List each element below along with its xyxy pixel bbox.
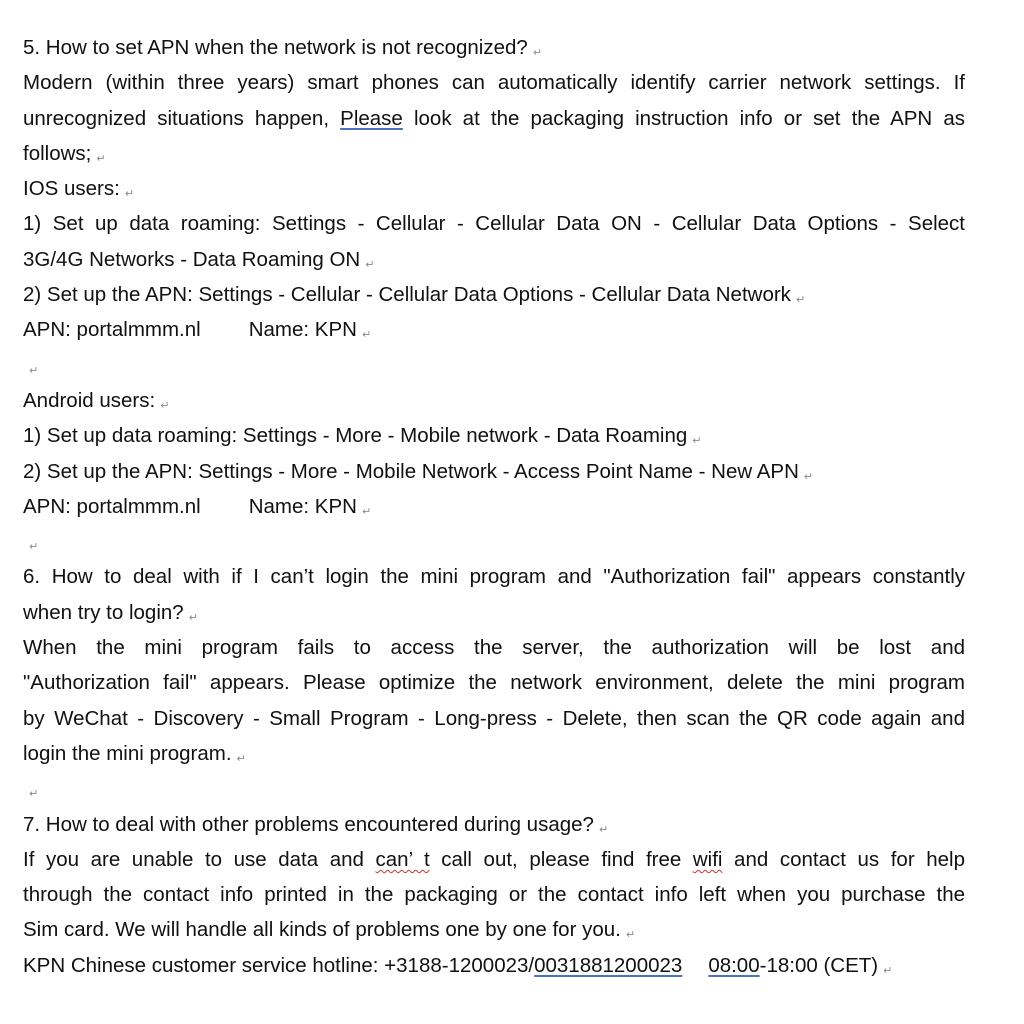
android-apn-setting xyxy=(23,489,965,524)
question-5-body-text: look at the packaging instruction info or set the APN as xyxy=(402,106,966,130)
question-5-body-text: follows; xyxy=(23,141,92,165)
ios-step-1-text: 3G/4G Networks - Data Roaming ON xyxy=(23,247,361,271)
ios-apn-setting xyxy=(23,312,965,347)
android-step-2-text: 2) Set up the APN: Settings - More - Mobile Network - Access Point Name - New APN xyxy=(23,459,799,483)
question-5-body-text: unrecognized situations happen, xyxy=(23,106,341,130)
ios-heading-text: IOS users: xyxy=(23,177,120,201)
question-6-body-text: When the mini program fails to access the server, the authorization will be lost and xyxy=(23,636,965,660)
question-7-body-line-2 xyxy=(23,877,965,912)
paragraph-mark-icon: ↵ xyxy=(883,964,893,977)
paragraph-mark-icon: ↵ xyxy=(29,364,39,377)
android-apn-name-text: Name: KPN xyxy=(248,494,357,518)
question-7-title xyxy=(23,807,965,842)
paragraph-mark-icon: ↵ xyxy=(692,435,702,448)
question-6-body-line-3 xyxy=(23,701,965,736)
blank-line xyxy=(23,771,965,806)
hotline-label-text: KPN Chinese customer service hotline: +3188-1200023/ xyxy=(23,953,535,977)
question-6-body-text: "Authorization fail" appears. Please optimize the network environment, delete the mini program xyxy=(23,671,965,695)
spelling-error-text: can’ t xyxy=(375,847,430,871)
question-6-title-text: 6. How to deal with if I can’t login the mini program and "Authorization fail" appears constantly xyxy=(23,565,965,589)
ios-step-1-line-2 xyxy=(23,242,965,277)
question-7-body-text: call out, please find free xyxy=(429,847,693,871)
question-6-body-line-2 xyxy=(23,665,965,700)
please-link-text: Please xyxy=(340,106,403,130)
paragraph-mark-icon: ↵ xyxy=(803,470,814,483)
paragraph-mark-icon: ↵ xyxy=(96,152,106,165)
paragraph-mark-icon: ↵ xyxy=(532,47,543,59)
paragraph-mark-icon: ↵ xyxy=(236,752,246,765)
hotline-hours-start-text: 08:00 xyxy=(708,953,760,977)
paragraph-mark-icon: ↵ xyxy=(365,258,375,271)
question-5-body-text: Modern (within three years) smart phones can automatically identify carrier network settings. If xyxy=(23,71,965,95)
blank-line xyxy=(23,524,965,559)
android-heading-text: Android users: xyxy=(23,388,156,412)
question-5-body-line-2 xyxy=(23,101,965,136)
ios-apn-name-text: Name: KPN xyxy=(248,318,357,342)
android-step-1 xyxy=(23,418,965,453)
android-step-2 xyxy=(23,454,965,489)
blank-line xyxy=(23,348,965,383)
paragraph-mark-icon: ↵ xyxy=(160,399,170,412)
hotline-hours-end-text: -18:00 (CET) xyxy=(759,953,879,977)
ios-heading xyxy=(23,171,965,206)
spelling-error-text: wifi xyxy=(692,847,723,871)
paragraph-mark-icon: ↵ xyxy=(795,294,806,307)
question-6-body-line-4 xyxy=(23,736,965,771)
question-6-title-line-2 xyxy=(23,595,965,630)
paragraph-mark-icon: ↵ xyxy=(361,505,372,518)
ios-apn-text: APN: portalmmm.nl xyxy=(23,318,201,342)
paragraph-mark-icon: ↵ xyxy=(29,788,39,801)
android-apn-text: APN: portalmmm.nl xyxy=(23,494,201,518)
android-step-1-text: 1) Set up data roaming: Settings - More - Mobile network - Data Roaming xyxy=(23,424,688,448)
ios-step-2 xyxy=(23,277,965,312)
question-7-body-text: Sim card. We will handle all kinds of problems one by one for you. xyxy=(23,918,621,942)
question-7-body-line-1 xyxy=(23,842,965,877)
android-heading xyxy=(23,383,965,418)
question-5-body-line-1 xyxy=(23,65,965,100)
question-7-title-text: 7. How to deal with other problems encountered during usage? xyxy=(23,812,594,836)
question-6-body-line-1 xyxy=(23,630,965,665)
paragraph-mark-icon: ↵ xyxy=(188,611,198,624)
paragraph-mark-icon: ↵ xyxy=(625,929,636,942)
question-6-title-line-1 xyxy=(23,559,965,594)
question-7-body-line-3 xyxy=(23,912,965,947)
paragraph-mark-icon: ↵ xyxy=(361,329,372,342)
hotline-number-text: 0031881200023 xyxy=(534,953,683,977)
ios-step-2-text: 2) Set up the APN: Settings - Cellular - Cellular Data Options - Cellular Data Network xyxy=(23,283,791,307)
paragraph-mark-icon: ↵ xyxy=(598,823,609,836)
paragraph-mark-icon: ↵ xyxy=(29,541,39,554)
paragraph-mark-icon: ↵ xyxy=(124,188,135,201)
question-6-body-text: by WeChat - Discovery - Small Program - Long-press - Delete, then scan the QR code again and xyxy=(23,706,965,730)
question-5-title-text: 5. How to set APN when the network is not recognized? xyxy=(23,36,528,59)
hotline-line xyxy=(23,948,965,983)
question-5-title xyxy=(23,30,965,65)
ios-step-1-line-1 xyxy=(23,206,965,241)
question-7-body-text: and contact us for help xyxy=(722,847,965,871)
question-7-body-text: through the contact info printed in the packaging or the contact info left when you purchase the xyxy=(23,883,965,907)
question-6-title-text: when try to login? xyxy=(23,600,184,624)
question-5-body-line-3 xyxy=(23,136,965,171)
document-page xyxy=(23,30,965,983)
question-6-body-text: login the mini program. xyxy=(23,741,232,765)
question-7-body-text: If you are unable to use data and xyxy=(23,847,376,871)
ios-step-1-text: 1) Set up data roaming: Settings - Cellular - Cellular Data ON - Cellular Data Options - Select xyxy=(23,212,965,236)
